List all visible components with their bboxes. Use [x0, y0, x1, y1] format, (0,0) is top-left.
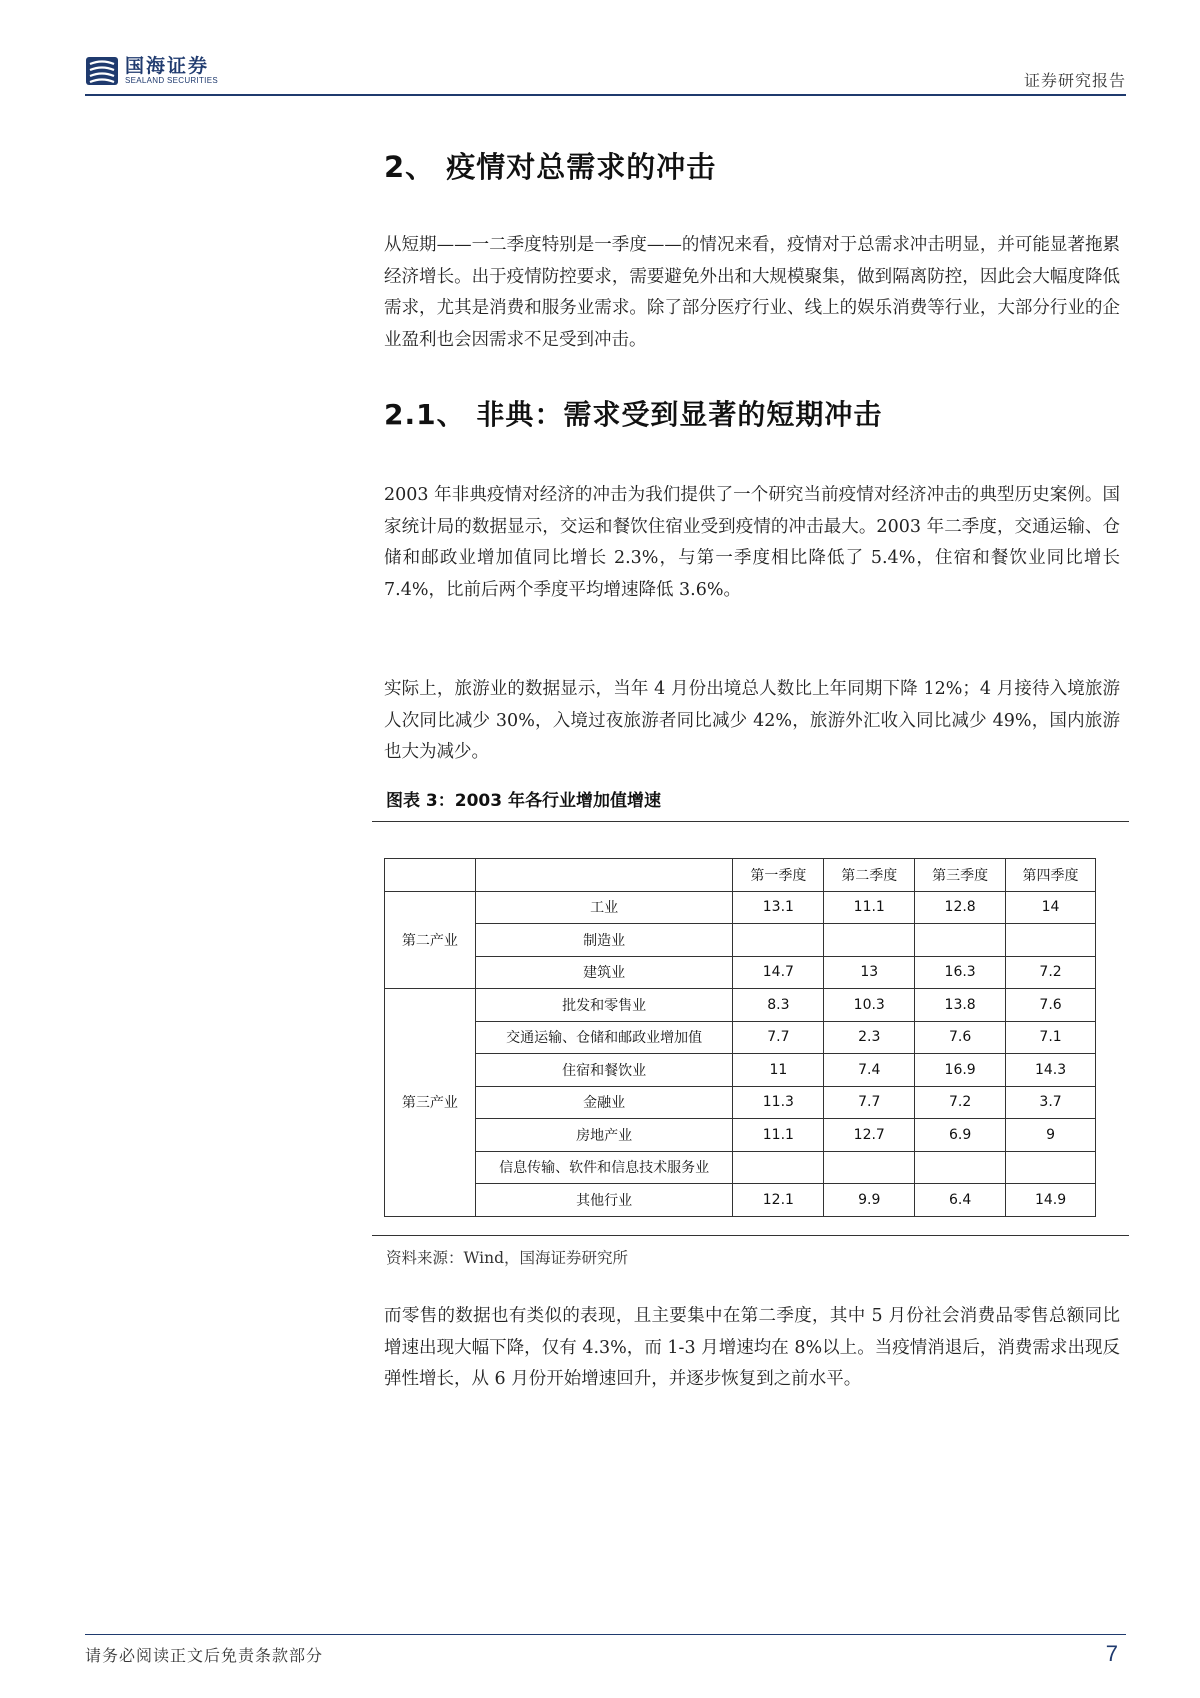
growth-value-cell: 6.4	[915, 1184, 1006, 1217]
growth-value-cell	[733, 924, 824, 957]
growth-value-cell: 7.7	[824, 1086, 915, 1119]
growth-value-cell: 12.7	[824, 1119, 915, 1152]
report-type: 证券研究报告	[1023, 71, 1126, 90]
section-2-1-paragraph-2: 实际上，旅游业的数据显示，当年 4 月份出境总人数比上年同期下降 12%；4 月接待入境旅游人次同比减少 30%，入境过夜旅游者同比减少 42%，旅游外汇收入同比减少 49%，国内旅游也大为减少。	[384, 679, 1120, 762]
growth-value-cell	[824, 924, 915, 957]
column-header: 第三季度	[915, 859, 1006, 892]
growth-value-cell: 11	[733, 1054, 824, 1087]
industry-growth-table	[384, 858, 1096, 1217]
growth-value-cell: 7.7	[733, 1021, 824, 1054]
section-2-1-paragraph-1: 2003 年非典疫情对经济的冲击为我们提供了一个研究当前疫情对经济冲击的典型历史案例。国家统计局的数据显示，交运和餐饮住宿业受到疫情的冲击最大。2003 年二季度，交通运输、仓储和邮政业增加值同比增长 2.3%，与第一季度相比降低了 5.4%，住宿和餐饮业同比增长 7.4%，比前后两个季度平均增速降低 3.6%。	[384, 485, 1120, 600]
growth-value-cell: 7.2	[1006, 956, 1096, 989]
industry-label: 工业	[475, 891, 733, 924]
column-header: 第二季度	[824, 859, 915, 892]
growth-value-cell: 16.3	[915, 956, 1006, 989]
sealand-logo-icon	[85, 55, 119, 87]
growth-value-cell	[915, 924, 1006, 957]
table-header-row	[385, 859, 1096, 892]
table-row	[385, 924, 1096, 957]
growth-value-cell: 7.6	[915, 1021, 1006, 1054]
column-header: 第一季度	[733, 859, 824, 892]
page-header	[85, 52, 1126, 96]
growth-value-cell	[915, 1151, 1006, 1184]
growth-value-cell: 11.1	[824, 891, 915, 924]
growth-value-cell: 14.9	[1006, 1184, 1096, 1217]
column-header: 第四季度	[1006, 859, 1096, 892]
industry-label: 信息传输、软件和信息技术服务业	[475, 1151, 733, 1184]
growth-value-cell: 13.8	[915, 989, 1006, 1022]
page-number: 7	[1105, 1641, 1118, 1666]
growth-value-cell: 9.9	[824, 1184, 915, 1217]
growth-value-cell: 2.3	[824, 1021, 915, 1054]
industry-label: 批发和零售业	[475, 989, 733, 1022]
growth-value-cell: 10.3	[824, 989, 915, 1022]
disclaimer-note: 请务必阅读正文后免责条款部分	[85, 1646, 324, 1665]
growth-value-cell: 12.8	[915, 891, 1006, 924]
growth-value-cell: 13.1	[733, 891, 824, 924]
growth-value-cell: 7.2	[915, 1086, 1006, 1119]
growth-value-cell: 14.3	[1006, 1054, 1096, 1087]
industry-label: 建筑业	[475, 956, 733, 989]
section-2-1-title: 2.1、 非典：需求受到显著的短期冲击	[384, 398, 883, 431]
industry-group-label: 第三产业	[385, 989, 476, 1217]
industry-label: 其他行业	[475, 1184, 733, 1217]
section-2-paragraph: 从短期——一二季度特别是一季度——的情况来看，疫情对于总需求冲击明显，并可能显著拖累经济增长。出于疫情防控要求，需要避免外出和大规模聚集，做到隔离防控，因此会大幅度降低需求，尤其是消费和服务业需求。除了部分医疗行业、线上的娱乐消费等行业，大部分行业的企业盈利也会因需求不足受到冲击。	[384, 235, 1120, 350]
table-row	[385, 956, 1096, 989]
growth-value-cell: 13	[824, 956, 915, 989]
growth-value-cell: 8.3	[733, 989, 824, 1022]
company-logo	[85, 52, 218, 90]
growth-value-cell: 11.1	[733, 1119, 824, 1152]
table-row	[385, 1151, 1096, 1184]
industry-label: 住宿和餐饮业	[475, 1054, 733, 1087]
section-2-title: 2、 疫情对总需求的冲击	[384, 150, 717, 184]
table-header-blank	[385, 859, 476, 892]
growth-value-cell: 3.7	[1006, 1086, 1096, 1119]
page-footer	[85, 1634, 1126, 1675]
growth-value-cell	[1006, 1151, 1096, 1184]
growth-value-cell: 11.3	[733, 1086, 824, 1119]
growth-value-cell	[1006, 924, 1096, 957]
figure-top-rule	[372, 821, 1129, 822]
growth-value-cell: 7.4	[824, 1054, 915, 1087]
industry-label: 房地产业	[475, 1119, 733, 1152]
figure-bottom-rule	[372, 1235, 1129, 1236]
growth-value-cell	[733, 1151, 824, 1184]
growth-value-cell: 12.1	[733, 1184, 824, 1217]
table-row	[385, 1054, 1096, 1087]
table-row	[385, 989, 1096, 1022]
growth-value-cell: 14	[1006, 891, 1096, 924]
closing-paragraph: 而零售的数据也有类似的表现，且主要集中在第二季度，其中 5 月份社会消费品零售总额同比增速出现大幅下降，仅有 4.3%，而 1-3 月增速均在 8%以上。当疫情消退后，消费需求出现反弹性增长，从 6 月份开始增速回升，并逐步恢复到之前水平。	[384, 1306, 1120, 1389]
growth-value-cell: 7.1	[1006, 1021, 1096, 1054]
growth-value-cell: 16.9	[915, 1054, 1006, 1087]
growth-value-cell: 9	[1006, 1119, 1096, 1152]
growth-value-cell: 7.6	[1006, 989, 1096, 1022]
table-row	[385, 891, 1096, 924]
figure-source: 资料来源：Wind，国海证券研究所	[386, 1249, 629, 1267]
figure-title: 图表 3：2003 年各行业增加值增速	[386, 791, 661, 811]
growth-value-cell	[824, 1151, 915, 1184]
industry-label: 交通运输、仓储和邮政业增加值	[475, 1021, 733, 1054]
industry-group-label: 第二产业	[385, 891, 476, 989]
industry-label: 金融业	[475, 1086, 733, 1119]
company-name-en: SEALAND SECURITIES	[125, 76, 218, 85]
table-row	[385, 1021, 1096, 1054]
table-header-blank	[475, 859, 733, 892]
table-row	[385, 1184, 1096, 1217]
growth-value-cell: 6.9	[915, 1119, 1006, 1152]
table-row	[385, 1086, 1096, 1119]
company-name-cn: 国海证券	[125, 55, 210, 77]
industry-label: 制造业	[475, 924, 733, 957]
table-row	[385, 1119, 1096, 1152]
growth-value-cell: 14.7	[733, 956, 824, 989]
